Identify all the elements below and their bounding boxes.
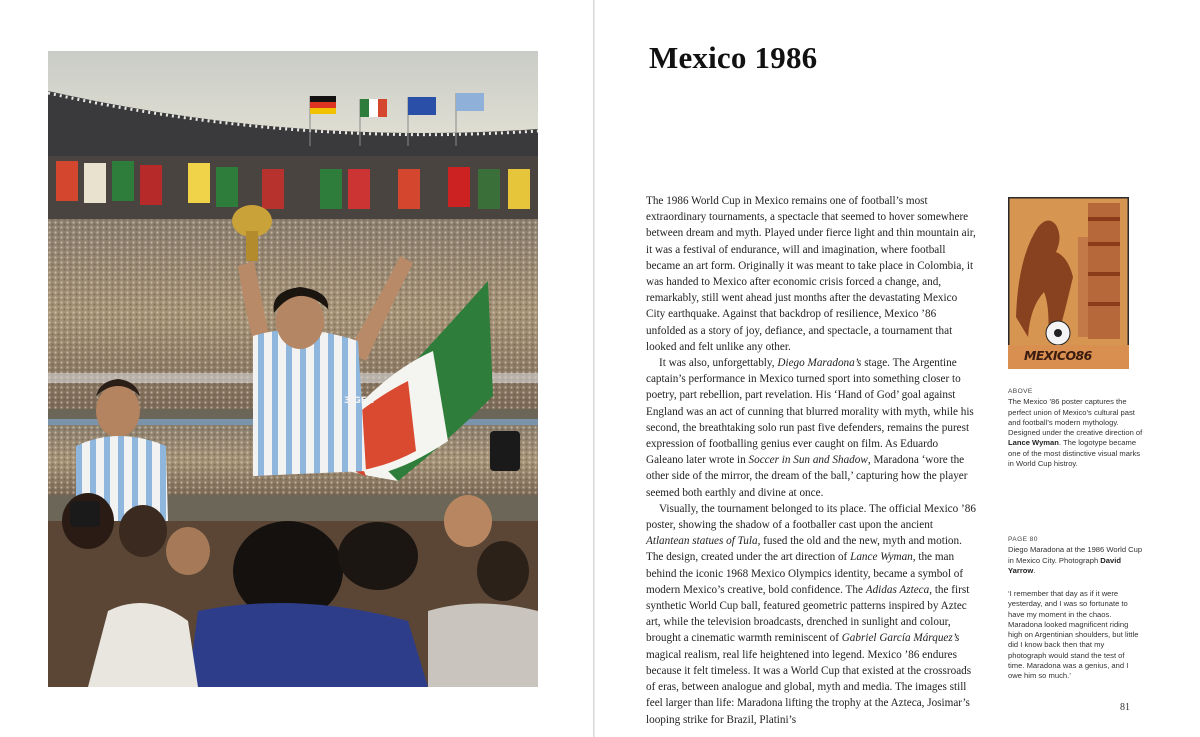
chapter-title: Mexico 1986 — [649, 40, 818, 75]
paragraph-text: Visually, the tournament belonged to its place. The official Mexico ’86 poster, showing the shadow of a footballer cast upon the ancient — [646, 502, 976, 532]
caption-name: David Yarrow — [1008, 555, 1121, 575]
right-page — [595, 0, 1200, 737]
paragraph-text: , the man behind the iconic 1968 Mexico Olympics identity, became a symbol of modern Mexico’s creative, bold confidence. The — [646, 551, 964, 596]
caption-tag: ABOVE — [1008, 388, 1033, 395]
caption-name: Lance Wyman — [1008, 438, 1059, 448]
paragraph-text: , the first synthetic World Cup ball, featured geometric patterns inspired by Aztec art, while the television broadcasts, drenched in sunlight and colour, brought a cinematic warmth reminiscent of — [646, 583, 970, 645]
paragraph-text: The 1986 World Cup in Mexico remains one of football’s most extraordinary tournaments, a spectacle that seemed to hover somewhere between dream and myth. Played under fierce light and thin mountain air, it was a festival of endurance, will and imagination, where football became an art form. Originally it was meant to take place in Colombia, it was handed to Mexico after economic crisis forced a change, and, remarkably, still went ahead just months after the devastating Mexico City earthquake. Against that backdrop of resilience, Mexico ’86 unfolded as a story of joy, defiance, and spectacle, a tournament that looked and felt unlike any other. — [646, 195, 976, 353]
caption-text: Diego Maradona at the 1986 World Cup in Mexico City. Photograph — [1008, 545, 1143, 565]
page-number: 81 — [1120, 702, 1130, 713]
paragraph-text: , fused the old and the new, myth and motion. The design, created under the art direction of — [646, 535, 962, 564]
body-paragraph — [646, 355, 978, 501]
paragraph-text: stage. The Argentine captain’s performance in Mexico turned sport into something closer to poetry, part rebellion, part revelation. His ‘Hand of God’ goal against England was an act of cunning that blurred morality with myth, while his second, the breathtaking solo run past five defenders, remains the purest expression of footballing genius ever caught on film. As Eduardo Galeano later wrote in — [646, 357, 974, 467]
caption-text: The Mexico ’86 poster captures the perfect union of Mexico’s cultural past and football’s modern mythology. Designed under the creative direction of — [1008, 397, 1143, 438]
left-page — [0, 0, 593, 737]
italic-reference: Diego Maradona’s — [777, 357, 862, 370]
italic-reference: Soccer in Sun and Shadow — [748, 454, 868, 467]
italic-reference: Atlantean statues of Tula — [646, 535, 758, 548]
body-paragraph — [646, 193, 978, 355]
caption-tag: PAGE 80 — [1008, 536, 1038, 543]
stadium-banner-text: 3 GFR — [344, 396, 374, 406]
italic-reference: Adidas Azteca — [865, 583, 930, 596]
caption-text-end: . — [1033, 565, 1036, 575]
body-text — [646, 193, 978, 728]
body-paragraph — [646, 501, 978, 728]
maradona-trophy-photo — [48, 51, 538, 687]
photographer-quote: ‘I remember that day as if it were yesterday, and I was so fortunate to have my moment in the chaos. Maradona looked magnificent riding high on Argentinian shoulders, but little did I know back then that my photograph would stand the test of time. Maradona was a genius, and I owe him so much.’ — [1008, 589, 1139, 681]
italic-reference: Gabriel García Márquez’s — [841, 632, 960, 645]
poster-illustration — [1008, 197, 1129, 369]
caption-page80 — [1008, 535, 1143, 576]
paragraph-text: magical realism, real life heightened into legend. Mexico ’86 endures because it felt timeless. It was a World Cup that existed at the crossroads of eras, between analogue and global, myth and media. The images still feel larger than life: Maradona lifting the trophy at the Azteca, Josimar’s looping strike for Brazil, Platini’s — [646, 648, 972, 726]
caption-text-end: . The logotype became one of the most distinctive visual marks in World Cup histroy. — [1008, 438, 1141, 469]
paragraph-text: It was also, unforgettably, — [659, 357, 778, 370]
mexico86-poster — [1008, 197, 1129, 369]
caption-above — [1008, 387, 1143, 469]
poster-wordmark: MEXICO86 — [1024, 348, 1092, 363]
paragraph-text: , Maradona ‘wore the other side of the mirror, the dream of the ball,’ capturing how the player seemed both earthly and divine at once. — [646, 454, 968, 499]
photo-illustration — [48, 51, 538, 687]
italic-reference: Lance Wyman — [850, 551, 913, 564]
